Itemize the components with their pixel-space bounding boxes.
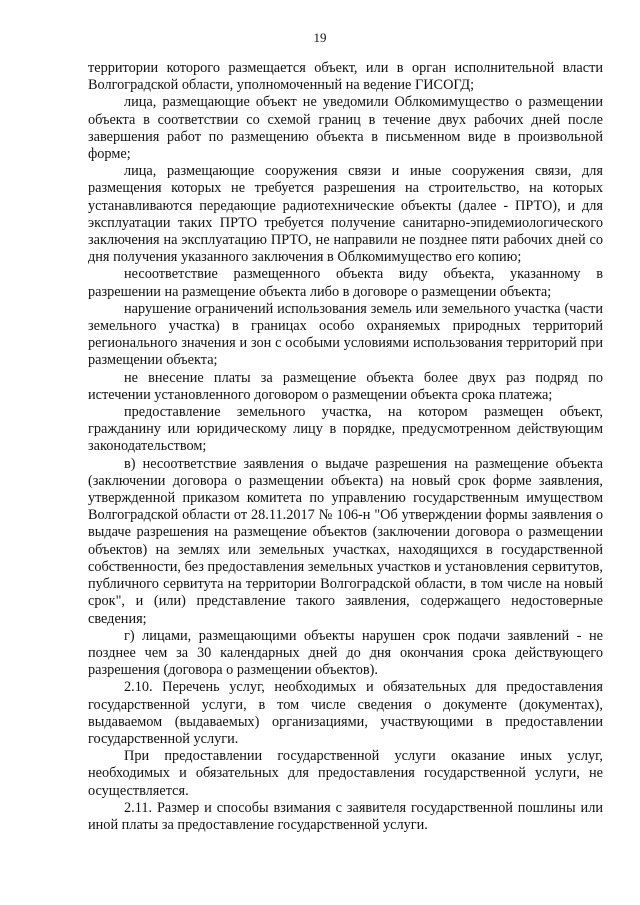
paragraph-land-restrictions: нарушение ограничений использования земель или земельного участка (части земельного участка) в границах особо охраняемых природных территорий регионального значения и зон с особыми условиями использования территорий при размещении объекта; xyxy=(88,300,603,369)
document-body xyxy=(88,60,603,834)
paragraph-object-mismatch: несоответствие размещенного объекта виду объекта, указанному в разрешении на размещение объекта либо в договоре о размещении объекта; xyxy=(88,266,603,300)
paragraph-section-2-10: 2.10. Перечень услуг, необходимых и обязательных для предоставления государственной услуги, в том числе сведения о документе (документах), выдаваемом (выдаваемых) организациями, участвующими в предоставлении государственной услуги. xyxy=(88,679,603,747)
paragraph-communication-structures: лица, размещающие сооружения связи и иные сооружения связи, для размещения которых не требуется разрешения на строительство, на которых устанавливаются передающие радиотехнические объекты (далее - ПРТО), и для эксплуатации таких ПРТО требуется получение санитарно-эпидемиологического заключения на эксплуатацию ПРТО, не направили не позднее пяти рабочих дней со дня получения указанного заключения в Облкомимущество его копию; xyxy=(88,163,603,266)
paragraph-land-provision: предоставление земельного участка, на котором размещен объект, гражданину или юридическому лицу в порядке, предусмотренном действующим законодательством; xyxy=(88,404,603,455)
paragraph-other-services: При предоставлении государственной услуги оказание иных услуг, необходимых и обязательных для предоставления государственной услуги, не осуществляется. xyxy=(88,748,603,799)
paragraph-item-v: в) несоответствие заявления о выдаче разрешения на размещение объекта (заключении договора о размещении объекта) на новый срок форме заявления, утвержденной приказом комитета по управлению государственным имуществом Волгоградской области от 28.11.2017 № 106-н "Об утверждении формы заявления о выдаче разрешения на размещение объектов (заключении договора о размещении объектов) на землях или земельных участках, находящихся в государственной собственности, без предоставления земельных участков и установления сервитутов, публичного сервитута на территории Волгоградской области, в том числе на новый срок", и (или) представление такого заявления, содержащего недостоверные сведения; xyxy=(88,455,603,627)
paragraph-payment: не внесение платы за размещение объекта более двух раз подряд по истечении установленного договором о размещении объекта срока платежа; xyxy=(88,369,603,403)
paragraph-continuation: территории которого размещается объект, или в орган исполнительной власти Волгоградской области, уполномоченный на ведение ГИСОГД; xyxy=(88,60,603,94)
page-number: 19 xyxy=(313,30,327,45)
paragraph-notification: лица, размещающие объект не уведомили Облкомимущество о размещении объекта в соответствии со схемой границ в течение двух рабочих дней после завершения работ по размещению объекта в письменном виде в произвольной форме; xyxy=(88,94,603,163)
paragraph-section-2-11: 2.11. Размер и способы взимания с заявителя государственной пошлины или иной платы за предоставление государственной услуги. xyxy=(88,799,603,833)
paragraph-item-g: г) лицами, размещающими объекты нарушен срок подачи заявлений - не позднее чем за 30 календарных дней до дня окончания срока действующего разрешения (договора о размещении объектов). xyxy=(88,627,603,679)
